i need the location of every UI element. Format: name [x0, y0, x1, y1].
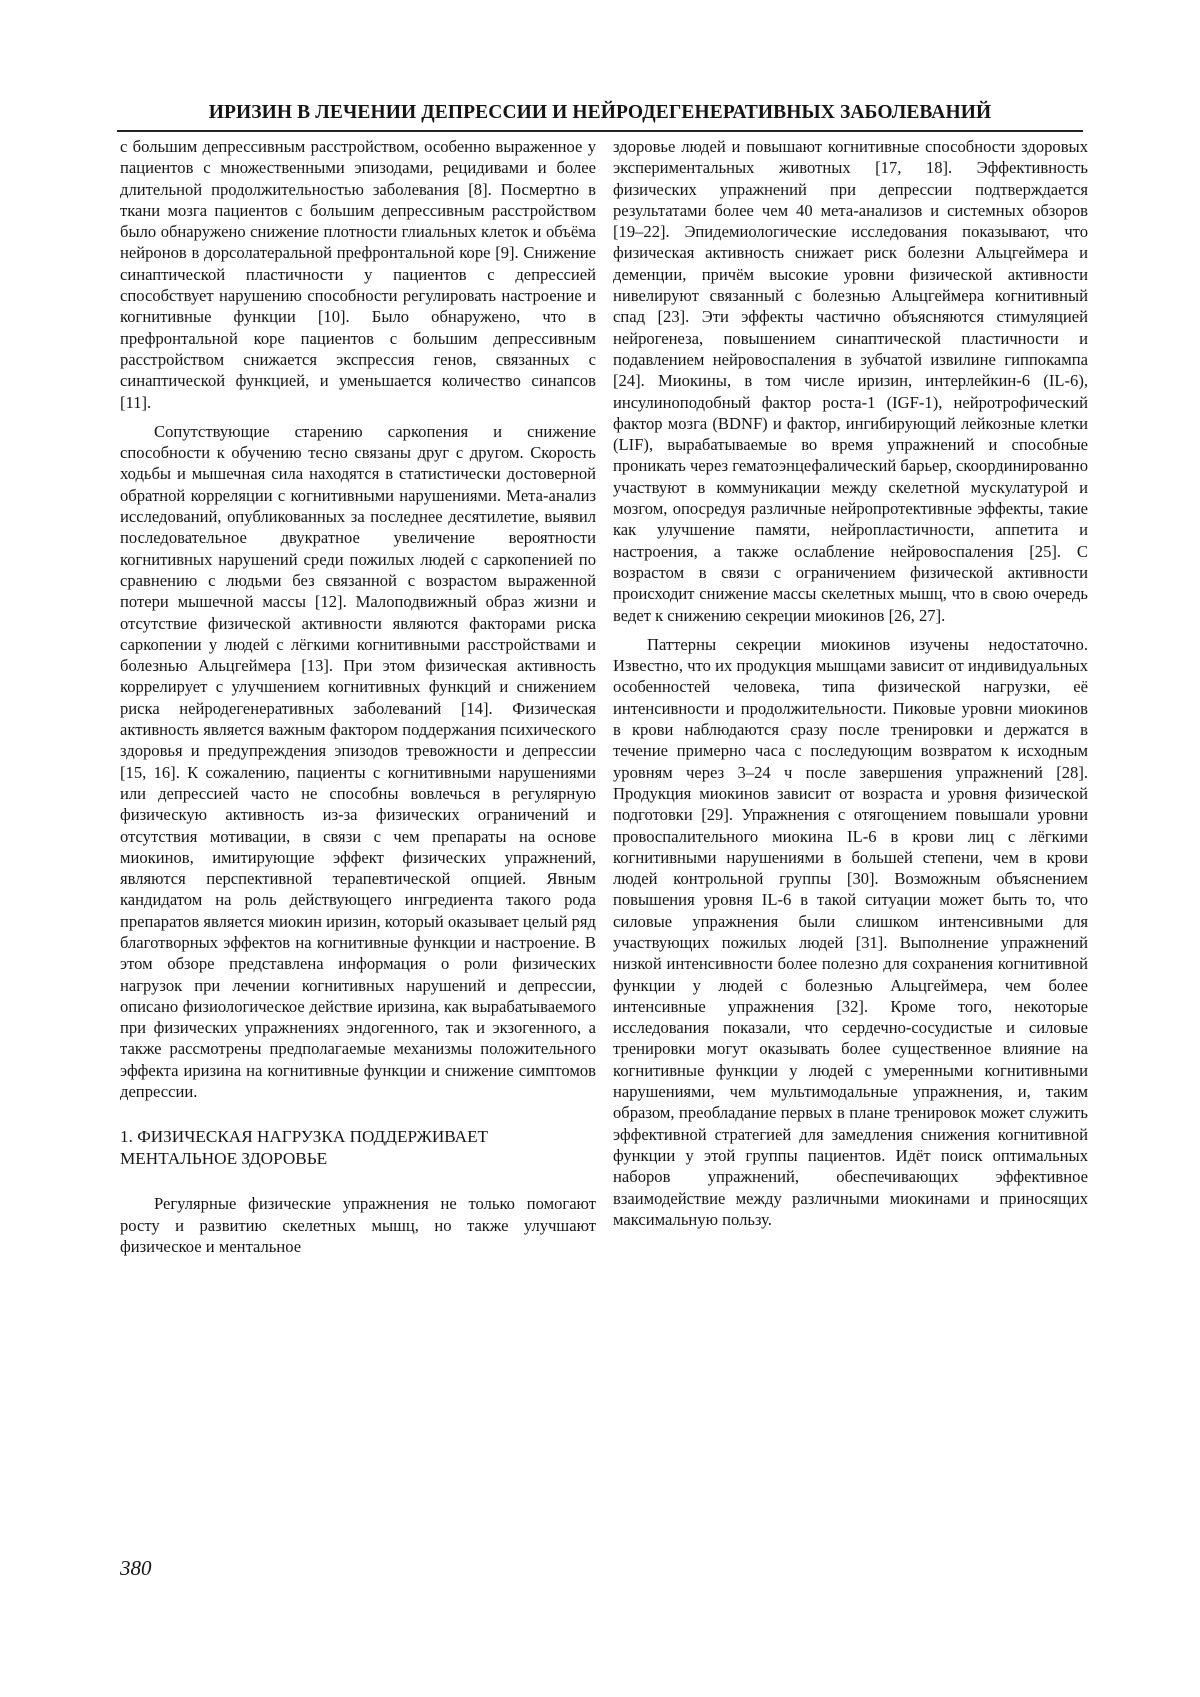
- left-paragraph-1: с большим депрессивным расстройством, особенно выраженное у пациентов с множественными эпизодами, рецидивами и более длительной продолжительностью заболевания [8]. Посмертно в ткани мозга пациентов с большим депрессивным расстройством было обнаружено снижение плотности глиальных клеток и объёма нейронов в дорсолатеральной префронтальной коре [9]. Снижение синаптической пластичности у пациентов с депрессией способствует нарушению способности регулировать настроение и когнитивные функции [10]. Было обнаружено, что в префронтальной коре пациентов с большим депрессивным расстройством снижается экспрессия генов, связанных с синаптической функцией, и уменьшается количество синапсов [11].: [120, 137, 596, 412]
- right-paragraph-2: Паттерны секреции миокинов изучены недостаточно. Известно, что их продукция мышцами зависит от индивидуальных особенностей человека, типа физической нагрузки, её интенсивности и продолжительности. Пиковые уровни миокинов в крови наблюдаются сразу после тренировки и держатся в течение примерно часа с последующим возвратом к исходным уровням через 3–24 ч после завершения упражнений [28]. Продукция миокинов зависит от возраста и уровня физической подготовки [29]. Упражнения с отягощением повышали уровни провоспалительного миокина IL-6 в крови лиц с лёгкими когнитивными нарушениями в большей степени, чем в крови людей контрольной группы [30]. Возможным объяснением повышения уровня IL-6 в такой ситуации может быть то, что силовые упражнения были слишком интенсивными для участвующих пожилых людей [31]. Выполнение упражнений низкой интенсивности более полезно для сохранения когнитивной функции у людей с болезнью Альцгеймера, чем более интенсивные упражнения [32]. Кроме того, некоторые исследования показали, что сердечно-сосудистые и силовые тренировки могут оказывать более существенное влияние на когнитивные функции у людей с умеренными когнитивными нарушениями, чем мультимодальные упражнения, и, таким образом, преобладание первых в плане тренировок может служить эффективной стратегией для замедления снижения когнитивной функции у этой группы пациентов. Идёт поиск оптимальных наборов упражнений, обеспечивающих эффективное взаимодействие между различными миокинами и приносящих максимальную пользу.: [613, 634, 1088, 1229]
- page-number: 380: [120, 1556, 152, 1580]
- left-paragraph-2: Сопутствующие старению саркопения и снижение способности к обучению тесно связаны друг с другом. Скорость ходьбы и мышечная сила находятся в статистически достоверной обратной корреляции с когнитивными нарушениями. Мета-анализ исследований, опубликованных за последнее десятилетие, выявил последовательное двукратное увеличение вероятности когнитивных нарушений среди пожилых людей с саркопенией по сравнению с людьми без связанной с возрастом выраженной потери мышечной массы [12]. Малоподвижный образ жизни и отсутствие физической активности являются факторами риска саркопении у людей с лёгкими когнитивными расстройствами и болезнью Альцгеймера [13]. При этом физическая активность коррелирует с улучшением когнитивных функций и снижением риска нейродегенеративных заболеваний [14]. Физическая активность является важным фактором поддержания психического здоровья и предупреждения эпизодов тревожности и депрессии [15, 16]. К сожалению, пациенты с когнитивными нарушениями или депрессией часто не способны вовлечься в регулярную физическую активность из-за физических ограничений и отсутствия мотивации, в связи с чем препараты на основе миокинов, имитирующие эффект физических упражнений, являются перспективной терапевтической опцией. Явным кандидатом на роль действующего ингредиента такого рода препаратов является миокин иризин, который оказывает целый ряд благотворных эффектов на когнитивные функции и настроение. В этом обзоре представлена информация о роли физических нагрузок при лечении когнитивных нарушений и депрессии, описано физиологическое действие иризина, как вырабатываемого при физических упражнениях эндогенного, так и экзогенного, а также рассмотрены предполагаемые механизмы положительного эффекта иризина на когнитивные функции и снижение симптомов депрессии.: [120, 421, 596, 1102]
- left-column: [120, 136, 596, 1257]
- right-paragraph-1: здоровье людей и повышают когнитивные способности здоровых экспериментальных животных [17, 18]. Эффективность физических упражнений при депрессии подтверждается результатами более чем 40 мета-анализов и системных обзоров [19–22]. Эпидемиологические исследования показывают, что физическая активность снижает риск болезни Альцгеймера и деменции, причём высокие уровни физической активности нивелируют связанный с болезнью Альцгеймера когнитивный спад [23]. Эти эффекты частично объясняются стимуляцией нейрогенеза, повышением синаптической пластичности и подавлением нейровоспаления в зубчатой извилине гиппокампа [24]. Миокины, в том числе иризин, интерлейкин-6 (IL-6), инсулиноподобный фактор роста-1 (IGF-1), нейротрофический фактор мозга (BDNF) и фактор, ингибирующий лейкозные клетки (LIF), вырабатываемые во время упражнений и способные проникать через гематоэнцефалический барьер, скоординированно участвуют в коммуникации между скелетной мускулатурой и мозгом, опосредуя различные нейропротективные эффекты, такие как улучшение памяти, нейропластичности, аппетита и настроения, а также ослабление нейровоспаления [25]. С возрастом в связи с ограничением физической активности происходит снижение массы скелетных мышц, что в свою очередь ведет к снижению секреции миокинов [26, 27].: [613, 137, 1088, 625]
- running-title: ИРИЗИН В ЛЕЧЕНИИ ДЕПРЕССИИ И НЕЙРОДЕГЕНЕРАТИВНЫХ ЗАБОЛЕВАНИЙ: [117, 102, 1083, 132]
- right-column: [613, 136, 1088, 1230]
- left-paragraph-3: Регулярные физические упражнения не только помогают росту и развитию скелетных мышц, но также улучшают физическое и ментальное: [120, 1194, 596, 1256]
- section-heading: 1. ФИЗИЧЕСКАЯ НАГРУЗКА ПОДДЕРЖИВАЕТ МЕНТАЛЬНОЕ ЗДОРОВЬЕ: [120, 1127, 489, 1168]
